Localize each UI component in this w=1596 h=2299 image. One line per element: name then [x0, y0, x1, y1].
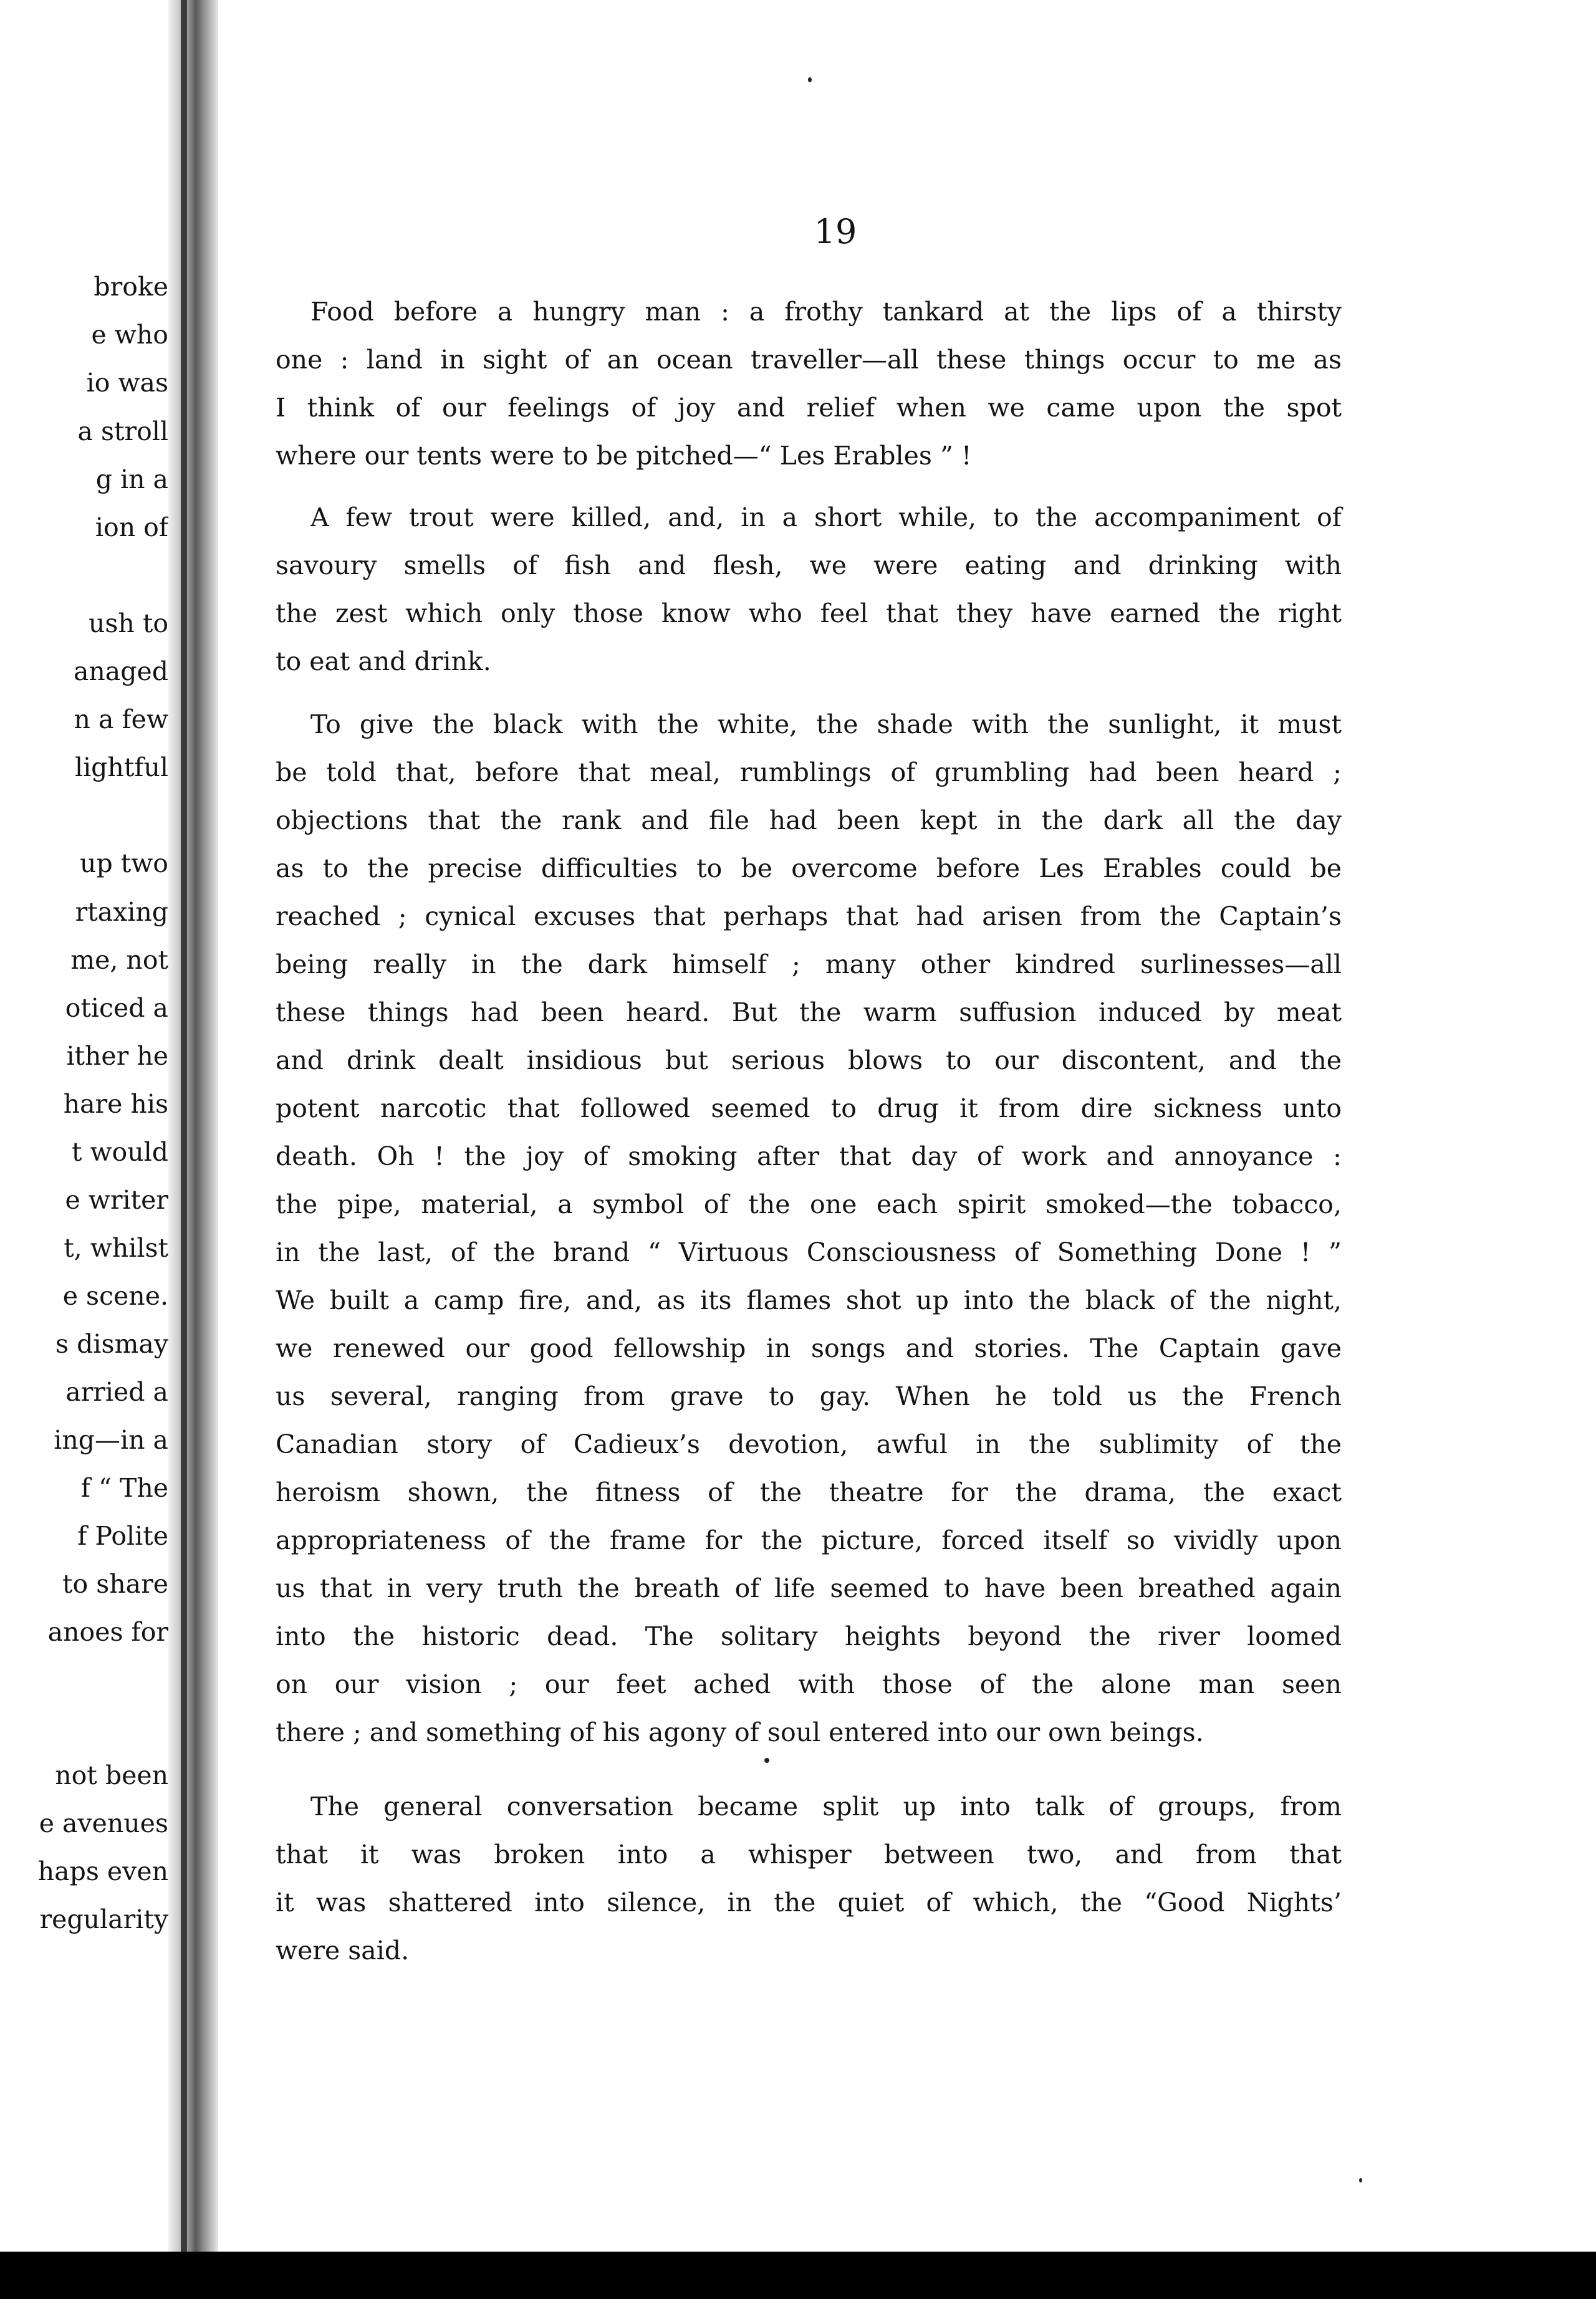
- left-page-line: ion of: [95, 512, 168, 542]
- text-line: in the last, of the brand “ Virtuous Consciousness of Something Done ! ”: [276, 1237, 1342, 1267]
- scan-speck: [1359, 2178, 1362, 2182]
- left-page-line: not been: [55, 1760, 168, 1790]
- text-line: where our tents were to be pitched—“ Les Erables ” !: [276, 441, 972, 471]
- left-page-line: e who: [91, 320, 168, 350]
- text-line: being really in the dark himself ; many other kindred surlinesses—all: [276, 949, 1342, 979]
- text-line: one : land in sight of an ocean traveller—all these things occur to me as: [276, 345, 1342, 375]
- left-page-line: io was: [86, 368, 168, 398]
- left-page-line: anoes for: [47, 1617, 168, 1647]
- text-line: the pipe, material, a symbol of the one each spirit smoked—the tobacco,: [276, 1189, 1342, 1219]
- book-gutter: [168, 0, 218, 2252]
- left-page-line: f “ The: [80, 1473, 168, 1503]
- right-page: [218, 0, 1596, 2252]
- left-page-line: e writer: [65, 1185, 168, 1215]
- text-line: were said.: [276, 1936, 410, 1965]
- page-number: 19: [814, 212, 857, 251]
- left-page-line: n a few: [74, 704, 168, 734]
- text-line: us that in very truth the breath of life seemed to have been breathed again: [276, 1573, 1342, 1603]
- left-page-line: anaged: [73, 656, 168, 686]
- text-line: The general conversation became split up into talk of groups, from: [310, 1792, 1342, 1821]
- text-line: to eat and drink.: [276, 646, 491, 676]
- scan-speck: [764, 1758, 769, 1763]
- text-line: We built a camp fire, and, as its flames shot up into the black of the night,: [276, 1285, 1342, 1315]
- text-line: be told that, before that meal, rumblings of grumbling had been heard ;: [276, 757, 1342, 787]
- text-line: I think of our feelings of joy and relief when we came upon the spot: [276, 393, 1342, 423]
- text-line: Canadian story of Cadieux’s devotion, awful in the sublimity of the: [276, 1429, 1342, 1459]
- left-page-line: ither he: [66, 1041, 168, 1071]
- left-page-line: me, not: [70, 945, 168, 975]
- text-line: death. Oh ! the joy of smoking after that day of work and annoyance :: [276, 1141, 1342, 1171]
- text-line: there ; and something of his agony of soul entered into our own beings.: [276, 1717, 1204, 1747]
- left-page-line: e scene.: [62, 1281, 168, 1311]
- text-line: us several, ranging from grave to gay. When he told us the French: [276, 1381, 1342, 1411]
- text-line: into the historic dead. The solitary heights beyond the river loomed: [276, 1621, 1342, 1651]
- text-line: savoury smells of fish and flesh, we were eating and drinking with: [276, 550, 1342, 580]
- left-page-line: ing—in a: [54, 1425, 168, 1455]
- text-line: it was shattered into silence, in the quiet of which, the “Good Nights’: [276, 1888, 1342, 1917]
- text-line: we renewed our good fellowship in songs and stories. The Captain gave: [276, 1333, 1342, 1363]
- left-page-line: broke: [94, 272, 168, 302]
- left-page-line: arried a: [65, 1377, 168, 1407]
- text-line: that it was broken into a whisper between two, and from that: [276, 1840, 1342, 1869]
- left-page-line: e avenues: [39, 1808, 168, 1838]
- left-page-line: haps even: [37, 1856, 168, 1886]
- left-page-line: t, whilst: [64, 1233, 168, 1263]
- left-page-line: a stroll: [77, 416, 168, 446]
- gutter-edge: [181, 0, 187, 2252]
- left-page-line: ush to: [88, 608, 168, 638]
- left-page-line: regularity: [39, 1904, 168, 1934]
- text-line: potent narcotic that followed seemed to drug it from dire sickness unto: [276, 1093, 1342, 1123]
- left-page-line: rtaxing: [75, 897, 168, 927]
- left-page-line: f Polite: [77, 1521, 168, 1551]
- left-page-line: g in a: [95, 464, 168, 494]
- text-line: Food before a hungry man : a frothy tankard at the lips of a thirsty: [310, 297, 1342, 327]
- text-line: on our vision ; our feet ached with those of the alone man seen: [276, 1669, 1342, 1699]
- text-line: To give the black with the white, the shade with the sunlight, it must: [310, 709, 1342, 739]
- left-page-line: to share: [62, 1569, 168, 1599]
- left-page-line: hare his: [63, 1089, 168, 1119]
- left-page-line: oticed a: [65, 993, 168, 1023]
- text-line: heroism shown, the fitness of the theatre for the drama, the exact: [276, 1477, 1342, 1507]
- left-page-line: lightful: [74, 752, 168, 782]
- text-line: A few trout were killed, and, in a short while, to the accompaniment of: [310, 502, 1342, 532]
- text-line: these things had been heard. But the warm suffusion induced by meat: [276, 997, 1342, 1027]
- text-line: appropriateness of the frame for the picture, forced itself so vividly upon: [276, 1525, 1342, 1555]
- text-line: objections that the rank and file had been kept in the dark all the day: [276, 805, 1342, 835]
- text-line: and drink dealt insidious but serious blows to our discontent, and the: [276, 1045, 1342, 1075]
- scan-speck: [808, 77, 812, 82]
- text-line: the zest which only those know who feel that they have earned the right: [276, 598, 1342, 628]
- left-page-line: t would: [71, 1137, 168, 1167]
- left-page-line: up two: [80, 848, 168, 878]
- left-page-line: s dismay: [55, 1329, 168, 1359]
- text-line: reached ; cynical excuses that perhaps that had arisen from the Captain’s: [276, 901, 1342, 931]
- text-line: as to the precise difficulties to be overcome before Les Erables could be: [276, 853, 1342, 883]
